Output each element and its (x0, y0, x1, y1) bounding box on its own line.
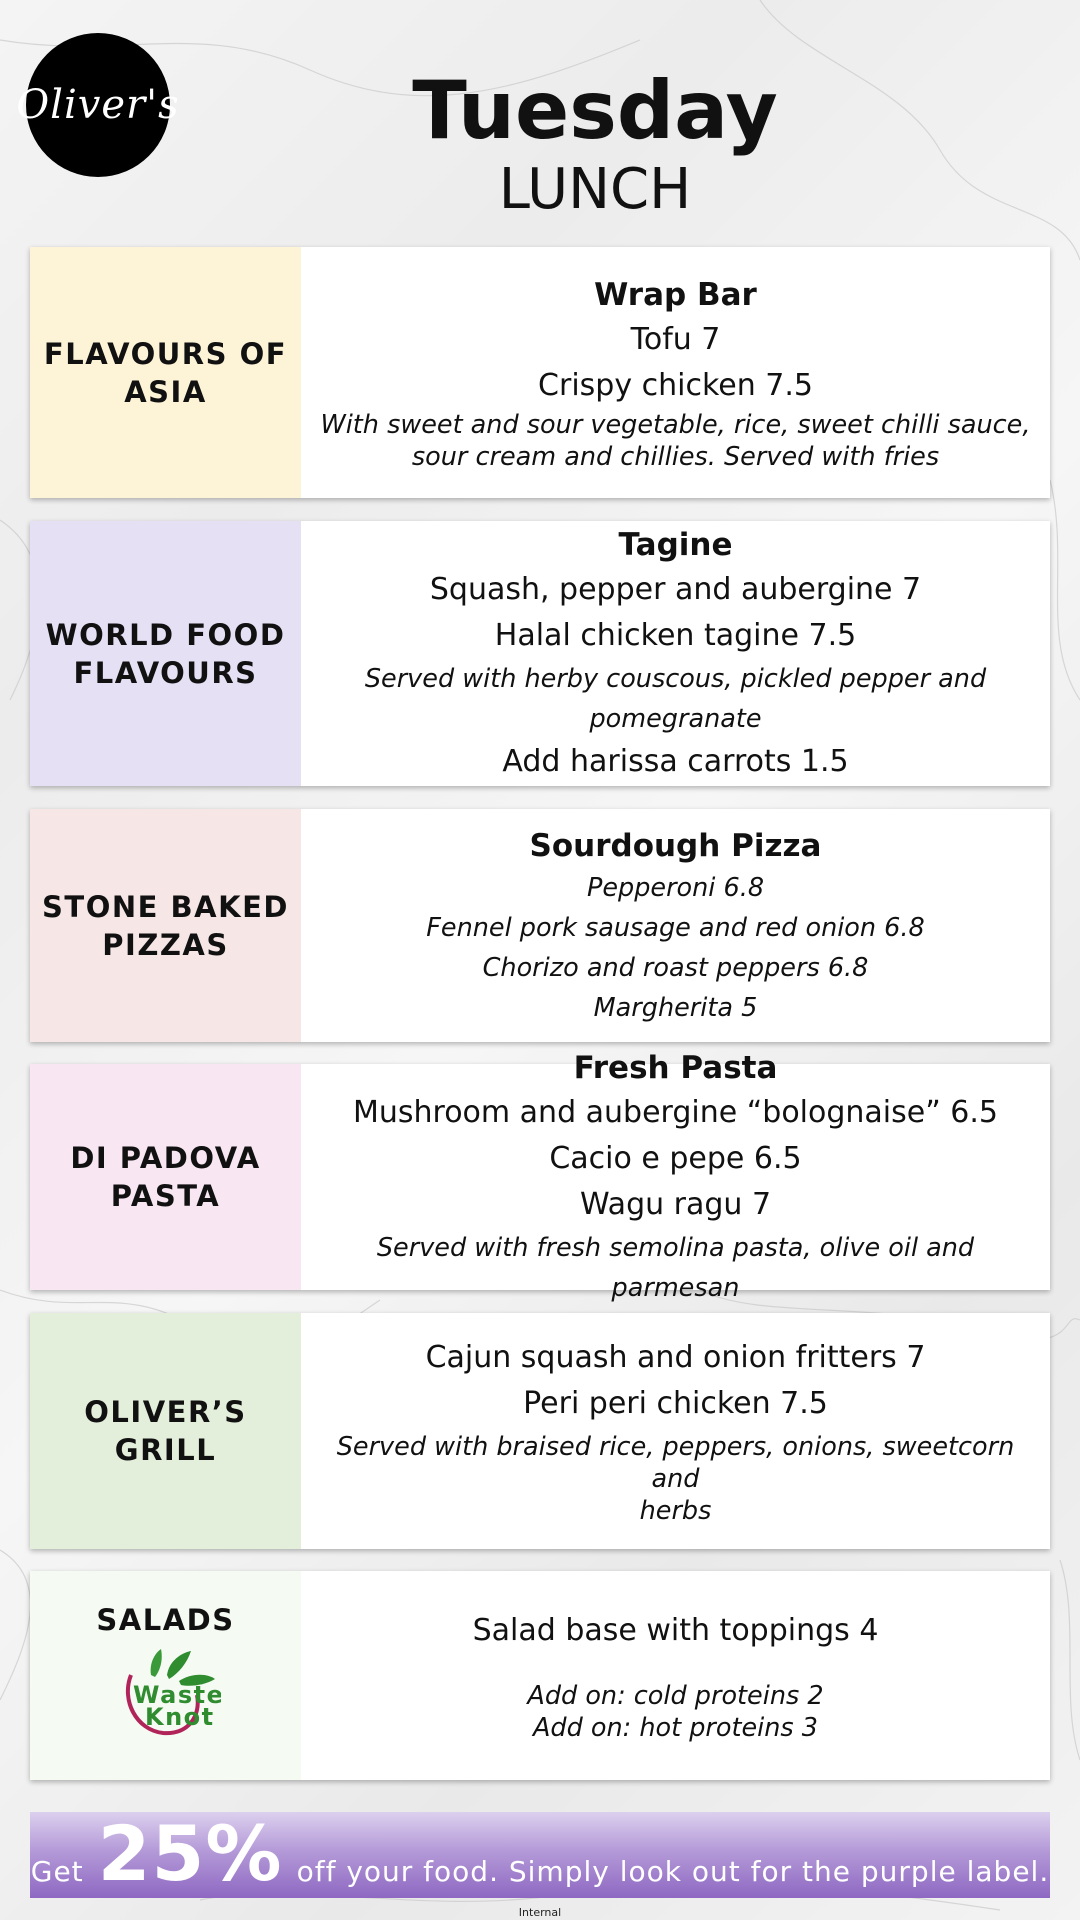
olivers-logo (16, 33, 180, 177)
section-heading: Fresh Pasta (573, 1050, 778, 1086)
item-description: Served with herby couscous, pickled pepper and (364, 663, 987, 694)
menu-item: Margherita 5 (593, 992, 758, 1023)
menu-item: Halal chicken tagine 7.5 (494, 617, 857, 653)
menu-item: Wagu ragu 7 (579, 1187, 772, 1222)
section-content (301, 1050, 1050, 1303)
section-di-padova-pasta (30, 1050, 1050, 1303)
banner-prefix: Get (30, 1855, 84, 1888)
menu-item: Fennel pork sausage and red onion 6.8 (426, 912, 925, 943)
section-content (301, 1313, 1050, 1549)
menu-addon: Add harissa carrots 1.5 (502, 743, 849, 779)
category-label (30, 1064, 301, 1290)
menu-item: Squash, pepper and aubergine 7 (429, 571, 922, 607)
section-content (301, 809, 1050, 1042)
section-heading: Sourdough Pizza (529, 827, 822, 864)
item-description: pomegranate (589, 703, 762, 734)
item-description: herbs (639, 1496, 712, 1526)
logo-text: Oliver's (16, 82, 180, 128)
category-label (30, 1571, 301, 1780)
menu-item: Cajun squash and onion fritters 7 (425, 1340, 926, 1375)
item-description: sour cream and chillies. Served with fries (411, 441, 940, 472)
section-stone-baked-pizzas (30, 809, 1050, 1042)
section-content (301, 521, 1050, 786)
badge-line2: Knot (144, 1703, 215, 1731)
category-label (30, 809, 301, 1042)
category-label (30, 1313, 301, 1549)
menu-item: Chorizo and roast peppers 6.8 (482, 952, 869, 983)
footer-note: Internal (518, 1906, 562, 1919)
menu-item: Peri peri chicken 7.5 (523, 1386, 828, 1421)
item-description: With sweet and sour vegetable, rice, sweet chilli sauce, (320, 409, 1031, 440)
menu-item: Tofu 7 (630, 321, 721, 357)
banner-suffix: off your food. Simply look out for the purple label. (296, 1855, 1050, 1888)
item-description: Served with fresh semolina pasta, olive oil and parmesan (376, 1233, 975, 1303)
section-world-food-flavours (30, 521, 1050, 786)
badge-line1: Waste (132, 1681, 221, 1709)
menu-addon: Add on: hot proteins 3 (532, 1712, 819, 1743)
section-salads (30, 1571, 1050, 1780)
section-olivers-grill (30, 1313, 1050, 1549)
category-label (30, 247, 301, 498)
menu-item: Mushroom and aubergine “bolognaise” 6.5 (352, 1095, 999, 1130)
category-line: DI PADOVA (70, 1141, 261, 1175)
menu-addon: Add on: cold proteins 2 (527, 1680, 824, 1711)
waste-knot-badge (111, 1645, 221, 1750)
section-heading: Wrap Bar (594, 276, 757, 313)
category-line: STONE BAKED (42, 889, 289, 924)
category-line: OLIVER’S GRILL (84, 1395, 247, 1467)
category-label (30, 521, 301, 786)
section-flavours-of-asia (30, 247, 1050, 498)
menu-item: Salad base with toppings 4 (472, 1612, 879, 1648)
menu-item: Pepperoni 6.8 (586, 872, 765, 903)
beetroot-icon (111, 1645, 221, 1741)
category-line: FLAVOURS (73, 655, 258, 690)
category-line: PIZZAS (102, 927, 229, 962)
meal-subtitle: LUNCH (498, 157, 692, 222)
menu-item: Cacio e pepe 6.5 (549, 1141, 802, 1176)
item-description: Served with braised rice, peppers, onions, sweetcorn and (336, 1432, 1015, 1494)
day-title: Tuesday (412, 64, 778, 157)
discount-banner (30, 1809, 1050, 1898)
banner-discount: 25% (97, 1809, 283, 1898)
menu-item: Crispy chicken 7.5 (538, 367, 813, 403)
section-heading: Tagine (618, 526, 733, 563)
section-content (301, 1571, 1050, 1780)
category-line: ASIA (124, 374, 207, 409)
category-line: WORLD FOOD (45, 617, 286, 652)
category-line: FLAVOURS OF (43, 336, 288, 371)
category-line: PASTA (110, 1179, 221, 1213)
category-line: SALADS (96, 1603, 235, 1637)
section-content (301, 247, 1050, 498)
